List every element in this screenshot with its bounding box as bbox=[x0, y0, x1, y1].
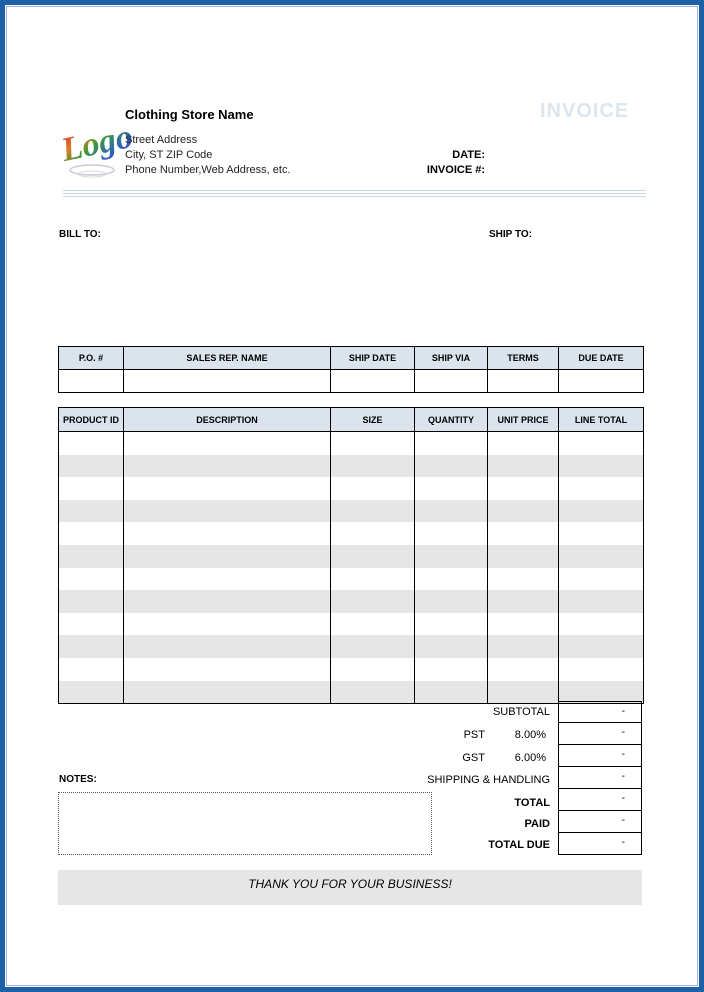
city-zip: City, ST ZIP Code bbox=[125, 149, 213, 161]
col-header-quantity: QUANTITY bbox=[415, 408, 488, 432]
date-label: DATE: bbox=[452, 149, 485, 161]
item-cell[interactable] bbox=[59, 613, 124, 636]
item-cell[interactable] bbox=[331, 545, 415, 568]
item-cell[interactable] bbox=[415, 658, 488, 681]
item-cell[interactable] bbox=[124, 455, 331, 478]
col-header-terms: TERMS bbox=[488, 347, 559, 370]
paid-label: PAID bbox=[524, 818, 550, 830]
item-cell[interactable] bbox=[559, 590, 644, 613]
total-label: TOTAL bbox=[514, 797, 550, 809]
col-header-product-id: PRODUCT ID bbox=[59, 408, 124, 432]
item-cell[interactable] bbox=[124, 681, 331, 704]
total-due-value[interactable]: - bbox=[558, 833, 642, 855]
table-row bbox=[59, 658, 644, 681]
header-rule bbox=[63, 196, 646, 197]
item-cell[interactable] bbox=[415, 613, 488, 636]
item-cell[interactable] bbox=[59, 590, 124, 613]
item-cell[interactable] bbox=[331, 455, 415, 478]
item-cell[interactable] bbox=[488, 477, 559, 500]
item-cell[interactable] bbox=[488, 568, 559, 591]
item-cell[interactable] bbox=[124, 545, 331, 568]
item-cell[interactable] bbox=[488, 522, 559, 545]
sales-rep-cell[interactable] bbox=[124, 370, 331, 393]
item-cell[interactable] bbox=[331, 681, 415, 704]
item-cell[interactable] bbox=[331, 658, 415, 681]
subtotal-value[interactable]: - bbox=[558, 701, 642, 723]
item-cell[interactable] bbox=[415, 590, 488, 613]
ship-date-cell[interactable] bbox=[331, 370, 415, 393]
logo-image bbox=[58, 108, 137, 183]
shipping-value[interactable]: - bbox=[558, 767, 642, 789]
gst-label: GST bbox=[462, 752, 485, 764]
terms-cell[interactable] bbox=[488, 370, 559, 393]
item-cell[interactable] bbox=[559, 432, 644, 455]
pst-rate: 8.00% bbox=[514, 729, 546, 741]
item-cell[interactable] bbox=[59, 522, 124, 545]
col-header-line-total: LINE TOTAL bbox=[559, 408, 644, 432]
contact-info: Phone Number,Web Address, etc. bbox=[125, 164, 291, 176]
order-info-row bbox=[59, 370, 644, 393]
item-cell[interactable] bbox=[331, 522, 415, 545]
table-row bbox=[59, 681, 644, 704]
item-cell[interactable] bbox=[559, 455, 644, 478]
item-cell[interactable] bbox=[559, 635, 644, 658]
item-cell[interactable] bbox=[59, 681, 124, 704]
item-cell[interactable] bbox=[488, 545, 559, 568]
header-rule bbox=[63, 190, 646, 191]
subtotal-label: SUBTOTAL bbox=[492, 706, 550, 718]
item-cell[interactable] bbox=[124, 613, 331, 636]
item-cell[interactable] bbox=[331, 500, 415, 523]
gst-rate: 6.00% bbox=[514, 752, 546, 764]
col-header-ship-via: SHIP VIA bbox=[415, 347, 488, 370]
item-cell[interactable] bbox=[488, 590, 559, 613]
table-row bbox=[59, 568, 644, 591]
item-cell[interactable] bbox=[59, 658, 124, 681]
item-cell[interactable] bbox=[559, 658, 644, 681]
gst-value[interactable]: - bbox=[558, 745, 642, 767]
item-cell[interactable] bbox=[415, 522, 488, 545]
table-row bbox=[59, 590, 644, 613]
bill-to-label: BILL TO: bbox=[59, 229, 101, 240]
invoice-title: INVOICE bbox=[540, 100, 630, 122]
total-value[interactable]: - bbox=[558, 789, 642, 811]
item-cell[interactable] bbox=[415, 500, 488, 523]
item-cell[interactable] bbox=[415, 635, 488, 658]
table-row bbox=[59, 635, 644, 658]
item-cell[interactable] bbox=[488, 658, 559, 681]
notes-label: NOTES: bbox=[59, 774, 97, 785]
table-row bbox=[59, 613, 644, 636]
item-cell[interactable] bbox=[415, 432, 488, 455]
item-cell[interactable] bbox=[415, 477, 488, 500]
item-cell[interactable] bbox=[124, 635, 331, 658]
item-cell[interactable] bbox=[331, 590, 415, 613]
item-cell[interactable] bbox=[124, 590, 331, 613]
item-cell[interactable] bbox=[59, 568, 124, 591]
due-date-cell[interactable] bbox=[559, 370, 644, 393]
col-header-due-date: DUE DATE bbox=[559, 347, 644, 370]
item-cell[interactable] bbox=[488, 635, 559, 658]
table-row bbox=[59, 545, 644, 568]
col-header-po: P.O. # bbox=[59, 347, 124, 370]
store-name: Clothing Store Name bbox=[125, 107, 254, 122]
item-cell[interactable] bbox=[331, 613, 415, 636]
item-cell[interactable] bbox=[559, 477, 644, 500]
item-cell[interactable] bbox=[559, 522, 644, 545]
item-cell[interactable] bbox=[331, 477, 415, 500]
item-cell[interactable] bbox=[488, 500, 559, 523]
item-cell[interactable] bbox=[124, 500, 331, 523]
ship-to-label: SHIP TO: bbox=[489, 229, 532, 240]
item-cell[interactable] bbox=[415, 568, 488, 591]
notes-box[interactable] bbox=[58, 792, 432, 855]
item-cell[interactable] bbox=[124, 477, 331, 500]
col-header-unit-price: UNIT PRICE bbox=[488, 408, 559, 432]
item-cell[interactable] bbox=[331, 568, 415, 591]
table-row bbox=[59, 477, 644, 500]
shipping-label: SHIPPING & HANDLING bbox=[427, 774, 550, 786]
ship-via-cell[interactable] bbox=[415, 370, 488, 393]
order-info-table bbox=[58, 346, 644, 393]
col-header-size: SIZE bbox=[331, 408, 415, 432]
item-cell[interactable] bbox=[124, 658, 331, 681]
item-cell[interactable] bbox=[559, 500, 644, 523]
item-cell[interactable] bbox=[59, 545, 124, 568]
table-row bbox=[59, 455, 644, 478]
item-cell[interactable] bbox=[488, 613, 559, 636]
item-cell[interactable] bbox=[415, 545, 488, 568]
item-cell[interactable] bbox=[415, 681, 488, 704]
item-cell[interactable] bbox=[331, 635, 415, 658]
svg-text:Logo: Logo bbox=[58, 117, 137, 170]
invoice-number-label: INVOICE #: bbox=[426, 164, 485, 176]
item-cell[interactable] bbox=[59, 635, 124, 658]
item-cell[interactable] bbox=[331, 432, 415, 455]
item-cell[interactable] bbox=[59, 432, 124, 455]
item-cell[interactable] bbox=[124, 568, 331, 591]
po-cell[interactable] bbox=[59, 370, 124, 393]
item-cell[interactable] bbox=[124, 522, 331, 545]
table-row bbox=[59, 432, 644, 455]
col-header-sales-rep: SALES REP. NAME bbox=[124, 347, 331, 370]
item-cell[interactable] bbox=[59, 477, 124, 500]
table-row bbox=[59, 500, 644, 523]
item-cell[interactable] bbox=[415, 455, 488, 478]
total-due-label: TOTAL DUE bbox=[488, 839, 550, 851]
col-header-description: DESCRIPTION bbox=[124, 408, 331, 432]
col-header-ship-date: SHIP DATE bbox=[331, 347, 415, 370]
item-cell[interactable] bbox=[488, 432, 559, 455]
pst-label: PST bbox=[463, 729, 485, 741]
paid-value[interactable]: - bbox=[558, 811, 642, 833]
pst-value[interactable]: - bbox=[558, 723, 642, 745]
item-cell[interactable] bbox=[59, 500, 124, 523]
thank-you-banner: THANK YOU FOR YOUR BUSINESS! bbox=[58, 870, 642, 905]
item-cell[interactable] bbox=[559, 545, 644, 568]
item-cell[interactable] bbox=[124, 432, 331, 455]
header-rule bbox=[63, 193, 646, 194]
item-cell[interactable] bbox=[559, 613, 644, 636]
item-cell[interactable] bbox=[488, 681, 559, 704]
items-table bbox=[58, 407, 644, 704]
street-address: Street Address bbox=[125, 134, 198, 146]
item-cell[interactable] bbox=[59, 455, 124, 478]
item-cell[interactable] bbox=[559, 568, 644, 591]
table-row bbox=[59, 522, 644, 545]
item-cell[interactable] bbox=[488, 455, 559, 478]
